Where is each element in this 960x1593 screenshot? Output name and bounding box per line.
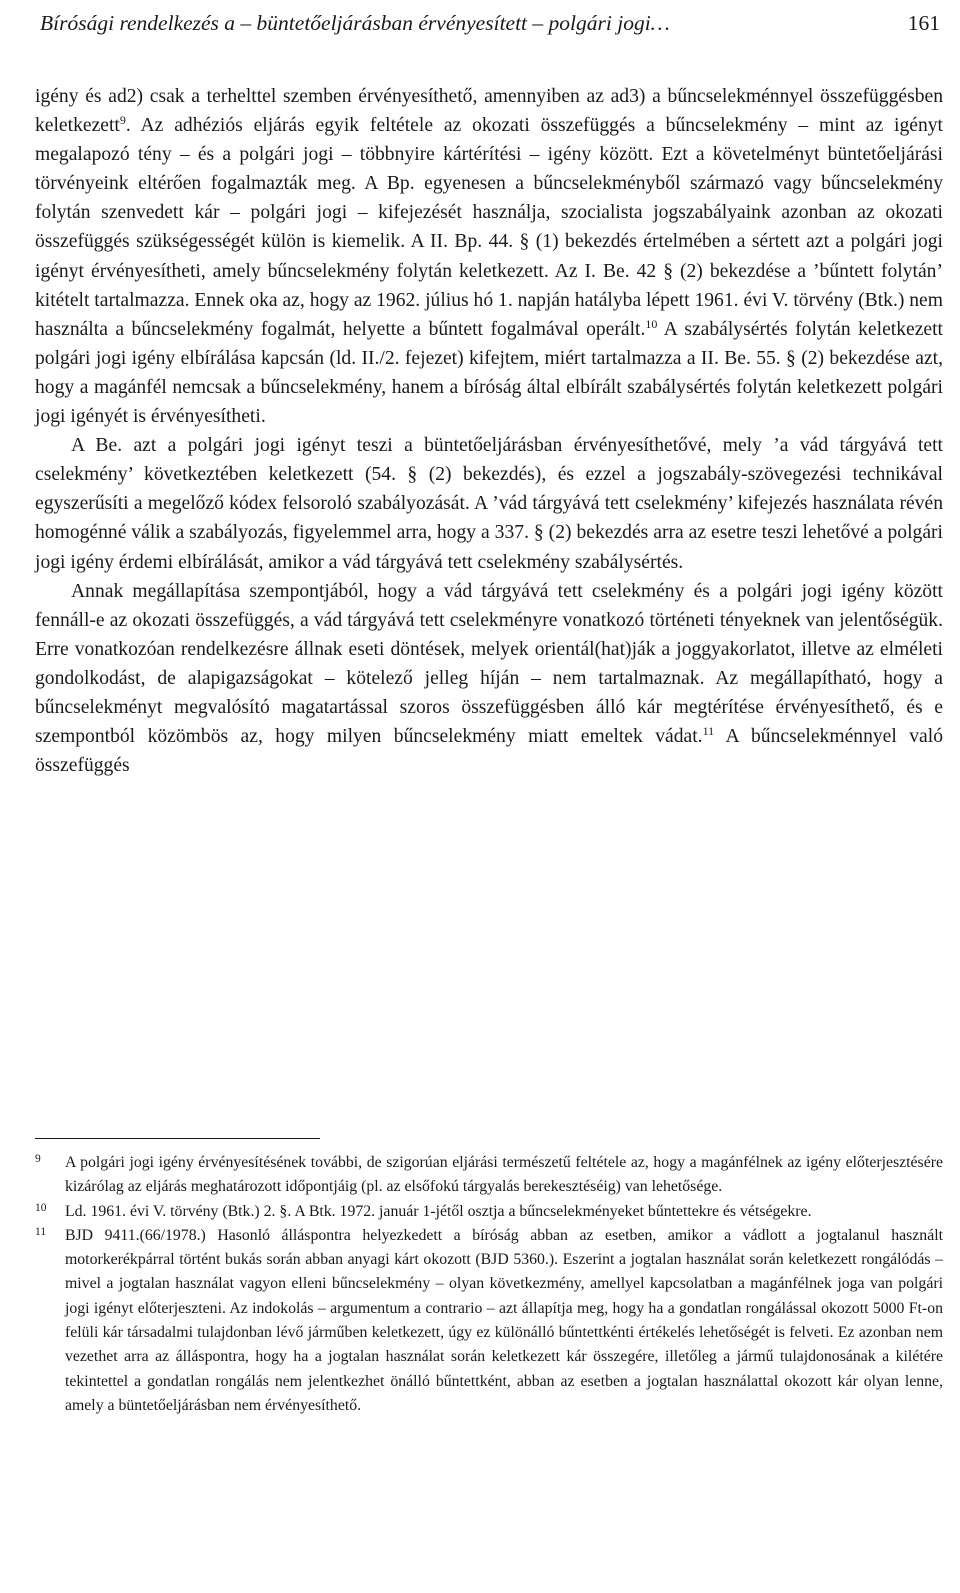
footnote-text: BJD 9411.(66/1978.) Hasonló álláspontra helyezkedett a bíróság abban az esetben, amikor a vádlott a jogtalanul használt motorkerékpárral történt bukás során abban anyagi kárt okozott (BJD 5360.). Eszerint a jogtalan használat során keletkezett rongálódás – mivel a jogtalan használat vagyon elleni bűncselekmény – olyan következmény, amellyel kapcsolatban a magánfélnek joga van polgári jogi igényt előterjeszteni. Az indokolás – argumentum a contrario – azt állapítja meg, hogy ha a gondatlan rongálással okozott 5000 Ft-on felüli kár társadalmi tulajdonban lévő járműben keletkezett, úgy ez különálló bűntettkénti értékelés lehetőségét is felveti. Ez azonban nem vezethet arra az álláspontra, hogy ha a jogtalan használat során keletkezett kár összegére, illetőleg a jármű tulajdonosának a kilétére tekintettel a gondatlan rongálás nem jelentkezhet önálló bűntettként, abban az esetben a jogtalan használattal okozott kár olyan lenne, amely a büntetőeljárásban nem érvényesíthető.: [65, 1226, 943, 1414]
page-number: 161: [907, 11, 940, 35]
running-header-title: Bírósági rendelkezés a – büntetőeljárásban érvényesített – polgári jogi…: [40, 11, 670, 35]
footnote-number: 11: [35, 1225, 47, 1238]
running-header: [40, 6, 940, 40]
paragraph-3-part-b: A bűncselekménnyel való összefüggés: [35, 726, 943, 777]
paragraph-1-part-a: igény és ad2) csak a terhelttel szemben érvényesíthető, amennyiben az ad3) a bűncselekménnyel összefüggésben keletkezett: [35, 86, 943, 137]
footnote: [35, 1224, 943, 1418]
footnotes: [35, 1151, 943, 1418]
paragraph-3-part-a: Annak megállapítása szempontjából, hogy a vád tárgyává tett cselekmény és a polgári jogi igény között fennáll-e az okozati összefüggés, a vád tárgyává tett cselekményre vonatkozó történeti tényeknek van jelentőségük. Erre vonatkozóan rendelkezésre állnak eseti döntések, melyek orientál(hat)ják a joggyakorlatot, illetve az elméleti gondolkodást, de alapigazságokat – kötelező jelleg híján – nem tartalmaznak. Az megállapítható, hogy a bűncselekményt megvalósító magatartással szoros összefüggésben álló kár megtérítése érvényesíthető, és e szempontból közömbös az, hogy milyen bűncselekmény miatt emeltek vádat.: [35, 580, 943, 748]
paragraph-1-part-c: A szabálysértés folytán keletkezett polgári jogi igény elbírálása kapcsán (ld. II./2. fejezet) kifejtem, miért tartalmazza a II. Be. 55. § (2) bekezdése azt, hogy a magánfél nemcsak a bűncselekmény, hanem a bíróság által elbírált szabálysértés folytán keletkezett polgári jogi igényét is érvényesítheti.: [35, 318, 943, 428]
footnote-text: Ld. 1961. évi V. törvény (Btk.) 2. §. A Btk. 1972. január 1-jétől osztja a bűncselekményeket bűntettekre és vétségekre.: [65, 1202, 812, 1220]
paragraph-2: A Be. azt a polgári jogi igényt teszi a büntetőeljárásban érvényesíthetővé, mely ’a vád tárgyává tett cselekmény’ következtében keletkezett (54. § (2) bekezdés), és ezzel a jogszabály-szövegezési technikával egyszerűsíti a megelőző kódex felsoroló szabályozását. A ’vád tárgyává tett cselekmény’ kifejezés használata révén homogénné válik a szabályozás, figyelemmel arra, hogy a 337. § (2) bekezdés arra az esetre teszi lehetővé a polgári jogi igény érdemi elbírálását, amikor a vád tárgyává tett cselekmény szabálysértés.: [35, 435, 943, 573]
footnote-number: 9: [35, 1153, 41, 1165]
footnote-text: A polgári jogi igény érvényesítésének további, de szigorúan eljárási természetű feltétele az, hogy a magánfélnek az igény előterjesztésére kizárólag az eljárás meghatározott időpontjáig (pl. az elsőfokú tárgyalás berekesztéséig) van lehetősége.: [65, 1154, 943, 1196]
footnote: [35, 1200, 943, 1224]
footnote-number: 10: [35, 1201, 47, 1214]
body-text: [35, 82, 943, 780]
footnote-ref-10: 10: [645, 316, 658, 331]
footnote: [35, 1151, 943, 1200]
paragraph-1-part-b: . Az adhéziós eljárás egyik feltétele az okozati összefüggés a bűncselekmény – mint az igényt megalapozó tény – és a polgári jogi – többnyire kártérítési – igény között. Ezt a követelményt büntetőeljárási törvényeink eltérően fogalmazták meg. A Bp. egyenesen a bűncselekményből származó vagy bűncselekmény folytán szenvedett kár – polgári jogi – kifejezését használja, szocialista jogszabályaink azonban az okozati összefüggés szükségességét külön is kiemelik. A II. Bp. 44. § (1) bekezdés értelmében a sértett azt a polgári jogi igényt érvényesítheti, amely bűncselekmény folytán keletkezett. Az I. Be. 42 § (2) bekezdése a ’bűntett folytán’ kitételt tartalmazza. Ennek oka az, hogy az 1962. július hó 1. napján hatályba lépett 1961. évi V. törvény (Btk.) nem használta a bűncselekmény fogalmát, helyette a bűntett fogalmával operált.: [35, 115, 943, 340]
footnote-separator: [35, 1138, 320, 1139]
footnote-ref-9: 9: [119, 113, 126, 128]
paragraph-3: [35, 577, 943, 781]
paragraph-1: [35, 82, 943, 431]
footnote-ref-11: 11: [702, 724, 715, 739]
